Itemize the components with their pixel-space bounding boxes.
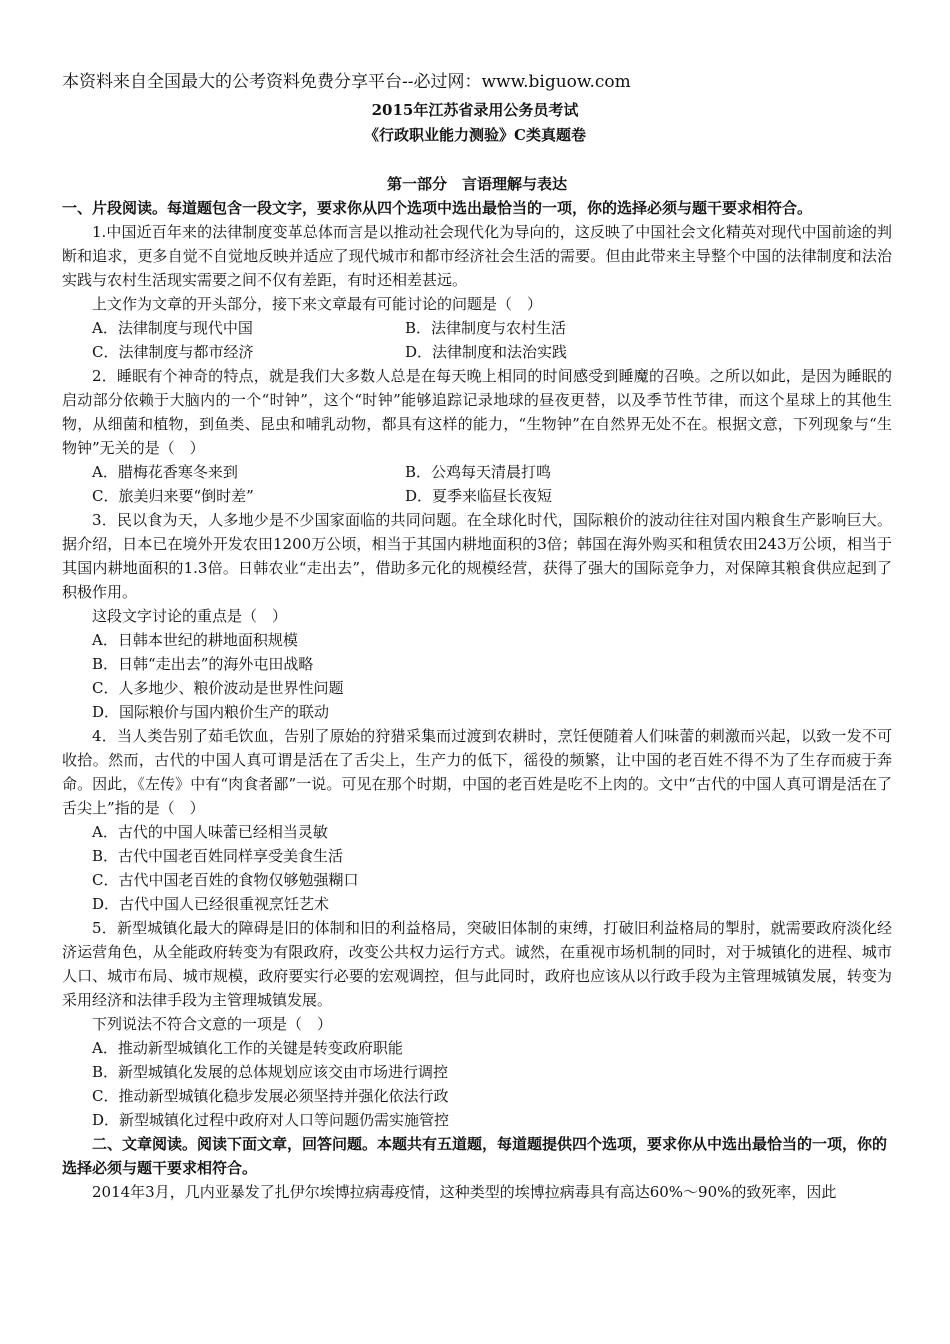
question-1-option-b: B．法律制度与农村生活 (405, 319, 567, 337)
section2-heading: 二、文章阅读。阅读下面文章，回答问题。本题共有五道题，每道题提供四个选项，要求你从中选出最恰当的一项，你的选择必须与题干要求相符合。 (62, 1135, 888, 1177)
question-1-option-a: A．法律制度与现代中国 (92, 319, 253, 337)
question-4-option-a: A．古代的中国人味蕾已经相当灵敏 (92, 823, 328, 841)
question-3-stem: 这段文字讨论的重点是（ ） (92, 607, 288, 625)
section1-heading: 一、片段阅读。每道题包含一段文字，要求你从四个选项中选出最恰当的一项，你的选择必须与题干要求相符合。 (62, 199, 813, 217)
question-2-options-row (62, 460, 892, 484)
question-1-text: 1.中国近百年来的法律制度变革总体而言是以推动社会现代化为导向的，这反映了中国社会文化精英对现代中国前途的判断和追求，更多自觉不自觉地反映并适应了现代城市和都市经济社会生活的需要。但由此带来主导整个中国的法律制度和法治实践与农村生活现实需要之间不仅有差距，有时还相差甚远。 (62, 223, 892, 289)
question-2-options-row (62, 484, 892, 508)
question-1-option-d: D．法律制度和法治实践 (405, 343, 568, 361)
question-1-options-row (62, 316, 892, 340)
question-3-option-d: D．国际粮价与国内粮价生产的联动 (92, 703, 330, 721)
question-4-option-d: D．古代中国人已经很重视烹饪艺术 (92, 895, 330, 913)
question-2-option-b: B．公鸡每天清晨打鸣 (405, 463, 552, 481)
question-5-option-d: D．新型城镇化过程中政府对人口等问题仍需实施管控 (92, 1111, 450, 1129)
exam-subtitle: 《行政职业能力测验》C类真题卷 (364, 126, 586, 144)
question-3-text: 3．民以食为天，人多地少是不少国家面临的共同问题。在全球化时代，国际粮价的波动往往对国内粮食生产影响巨大。据介绍，日本已在境外开发农田1200万公顷，相当于其国内耕地面积的3倍；韩国在海外购买和租赁农田243万公顷，相当于其国内耕地面积的1.3倍。日韩农业“走出去”，借助多元化的规模经营，获得了强大的国际竞争力，对保障其粮食供应起到了积极作用。 (62, 511, 892, 601)
question-5-option-a: A．推动新型城镇化工作的关键是转变政府职能 (92, 1039, 403, 1057)
question-3-option-c: C．人多地少、粮价波动是世界性问题 (92, 679, 344, 697)
section2-intro: 2014年3月，几内亚暴发了扎伊尔埃博拉病毒疫情，这种类型的埃博拉病毒具有高达60%～90%的致死率，因此 (92, 1183, 837, 1201)
source-line: 本资料来自全国最大的公考资料免费分享平台--必过网：www.biguow.com (62, 72, 631, 92)
question-1-option-c: C．法律制度与都市经济 (92, 343, 254, 361)
question-2-text: 2．睡眠有个神奇的特点，就是我们大多数人总是在每天晚上相同的时间感受到睡魔的召唤。之所以如此，是因为睡眠的启动部分依赖于大脑内的一个“时钟”，这个“时钟”能够追踪记录地球的昼夜更替，以及季节性节律，而这个星球上的其他生物，从细菌和植物，到鱼类、昆虫和哺乳动物，都具有这样的能力，“生物钟”在自然界无处不在。根据文意，下列现象与“生物钟”无关的是（ ） (62, 367, 892, 457)
exam-title: 2015年江苏省录用公务员考试 (371, 101, 579, 119)
question-4-option-c: C．古代中国老百姓的食物仅够勉强糊口 (92, 871, 359, 889)
question-5-option-b: B．新型城镇化发展的总体规划应该交由市场进行调控 (92, 1063, 449, 1081)
document-body (62, 172, 892, 1204)
question-1-stem: 上文作为文章的开头部分，接下来文章最有可能讨论的问题是（ ） (92, 295, 543, 313)
question-2-option-d: D．夏季来临昼长夜短 (405, 487, 553, 505)
question-2-option-c: C．旅美归来要“倒时差” (92, 487, 254, 505)
question-4-option-b: B．古代中国老百姓同样享受美食生活 (92, 847, 344, 865)
question-5-stem: 下列说法不符合文意的一项是（ ） (92, 1015, 333, 1033)
question-1-options-row (62, 340, 892, 364)
part-title: 第一部分 言语理解与表达 (386, 175, 567, 193)
question-3-option-b: B．日韩“走出去”的海外屯田战略 (92, 655, 314, 673)
question-2-option-a: A．腊梅花香寒冬来到 (92, 463, 238, 481)
question-4-text: 4．当人类告别了茹毛饮血，告别了原始的狩猎采集而过渡到农耕时，烹饪便随着人们味蕾的刺激而兴起，以致一发不可收拾。然而，古代的中国人真可谓是活在了舌尖上，生产力的低下，徭役的频繁，让中国的老百姓不得不为了生存而疲于奔命。因此，《左传》中有“肉食者鄙”一说。可见在那个时期，中国的老百姓是吃不上肉的。文中“古代的中国人真可谓是活在了舌尖上”指的是（ ） (62, 727, 892, 817)
question-5-option-c: C．推动新型城镇化稳步发展必须坚持并强化依法行政 (92, 1087, 449, 1105)
question-5-text: 5．新型城镇化最大的障碍是旧的体制和旧的利益格局，突破旧体制的束缚，打破旧利益格局的掣肘，就需要政府淡化经济运营角色，从全能政府转变为有限政府，改变公共权力运行方式。诚然，在重视市场机制的同时，对于城镇化的进程、城市人口、城市布局、城市规模，政府要实行必要的宏观调控，但与此同时，政府也应该从以行政手段为主管理城镇发展，转变为采用经济和法律手段为主管理城镇发展。 (62, 919, 892, 1009)
question-3-option-a: A．日韩本世纪的耕地面积规模 (92, 631, 298, 649)
